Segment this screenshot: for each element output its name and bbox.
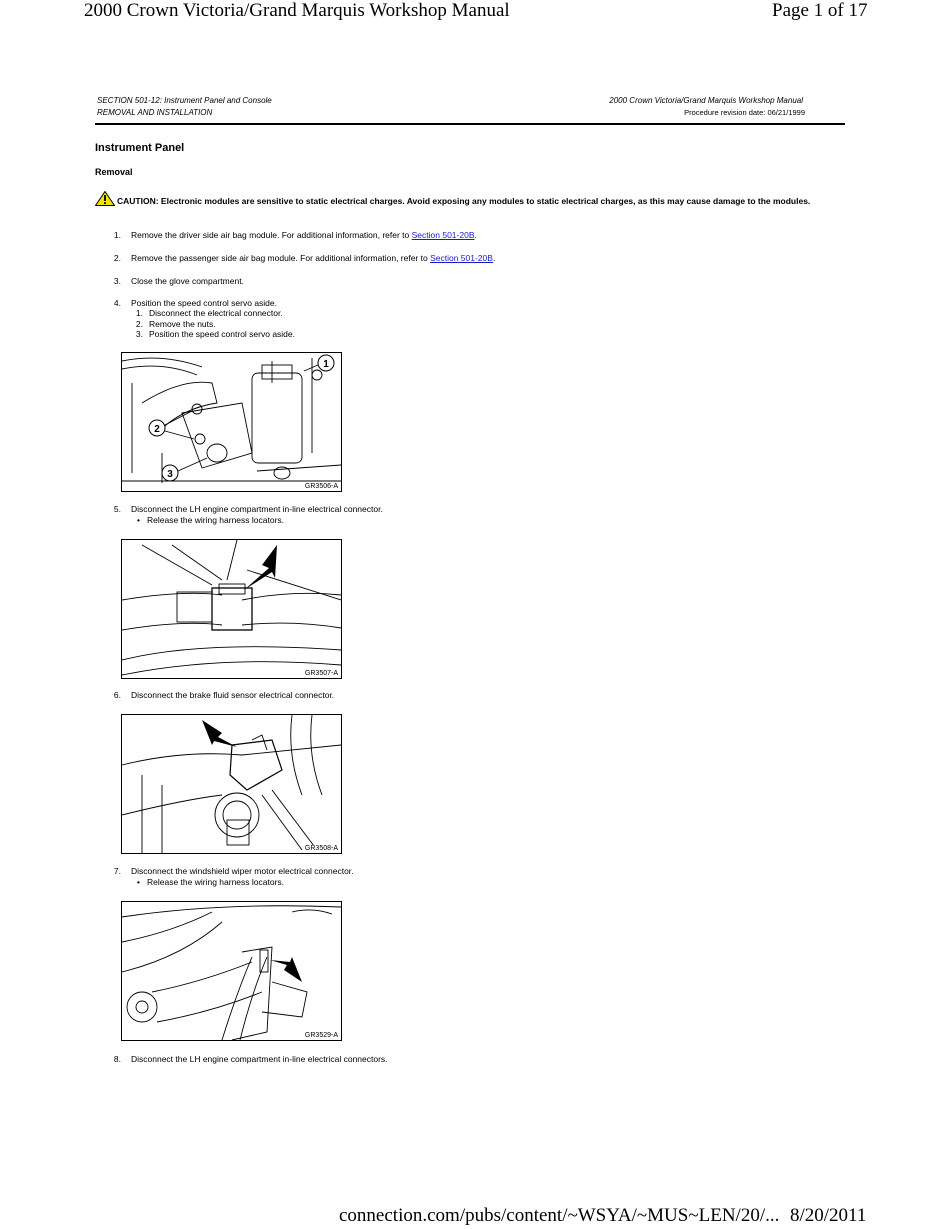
step-8: 8. Disconnect the LH engine compartment in-line electrical connectors. xyxy=(113,1054,388,1064)
lh-connector-illustration xyxy=(122,540,341,678)
caution-text: CAUTION: Electronic modules are sensitive to static electrical charges. Avoid exposing any modules to static electrical charges, as this may cause damage to the modules. xyxy=(117,196,811,206)
substep-4-2: 2. Remove the nuts. xyxy=(135,319,216,329)
section-label: SECTION 501-12: Instrument Panel and Console xyxy=(97,96,272,105)
step-5: 5. Disconnect the LH engine compartment in-line electrical connector. xyxy=(113,504,383,514)
figure-code: GR3529-A xyxy=(304,1032,338,1039)
figure-wiper-motor-connector xyxy=(121,901,342,1041)
step-3: 3. Close the glove compartment. xyxy=(113,276,244,286)
brake-fluid-sensor-illustration xyxy=(122,715,341,853)
figure-speed-control-servo xyxy=(121,352,342,492)
callout-2: 2 xyxy=(154,424,160,435)
substep-4-1: 1. Disconnect the electrical connector. xyxy=(135,308,283,318)
print-header-title: 2000 Crown Victoria/Grand Marquis Workshop Manual xyxy=(84,0,510,21)
source-url: connection.com/pubs/content/~WSYA/~MUS~LEN/20/... xyxy=(339,1205,780,1226)
bullet-5-1: • Release the wiring harness locators. xyxy=(137,515,285,525)
step-7: 7. Disconnect the windshield wiper motor electrical connector. xyxy=(113,866,354,876)
step-4: 4. Position the speed control servo aside. xyxy=(113,298,278,308)
step-2: 2. Remove the passenger side air bag module. For additional information, refer to Section 501-20B. xyxy=(113,253,496,263)
wiper-motor-connector-illustration xyxy=(122,902,341,1040)
section-501-20b-link[interactable]: Section 501-20B xyxy=(430,253,493,263)
procedure-type: REMOVAL AND INSTALLATION xyxy=(97,108,213,117)
manual-name: 2000 Crown Victoria/Grand Marquis Workshop Manual xyxy=(609,96,803,105)
speed-control-servo-illustration xyxy=(122,353,341,491)
bullet-icon: • xyxy=(137,515,140,525)
print-header xyxy=(0,0,950,26)
section-501-20b-link[interactable]: Section 501-20B xyxy=(411,230,475,240)
caution-notice xyxy=(95,191,825,207)
callout-1: 1 xyxy=(323,359,329,370)
figure-lh-connector xyxy=(121,539,342,679)
figure-code: GR3507-A xyxy=(304,670,338,677)
bullet-7-1: • Release the wiring harness locators. xyxy=(137,877,285,887)
figure-code: GR3506-A xyxy=(304,483,338,490)
doc-header xyxy=(95,95,845,123)
print-footer xyxy=(0,1205,950,1229)
figure-brake-fluid-sensor xyxy=(121,714,342,854)
figure-code: GR3508-A xyxy=(304,845,338,852)
warning-triangle-icon xyxy=(95,191,115,206)
header-divider xyxy=(95,123,845,125)
print-date: 8/20/2011 xyxy=(790,1205,867,1226)
step-1: 1. Remove the driver side air bag module. For additional information, refer to Section 501-20B. xyxy=(113,230,477,240)
page-title: Instrument Panel xyxy=(95,142,185,154)
section-subtitle: Removal xyxy=(95,167,133,177)
revision-date: Procedure revision date: 06/21/1999 xyxy=(684,108,805,117)
document xyxy=(95,95,845,1064)
bullet-icon: • xyxy=(137,877,140,887)
page-number: Page 1 of 17 xyxy=(772,0,868,21)
callout-3: 3 xyxy=(167,469,173,480)
step-6: 6. Disconnect the brake fluid sensor electrical connector. xyxy=(113,690,335,700)
substep-4-3: 3. Position the speed control servo aside. xyxy=(135,329,296,339)
